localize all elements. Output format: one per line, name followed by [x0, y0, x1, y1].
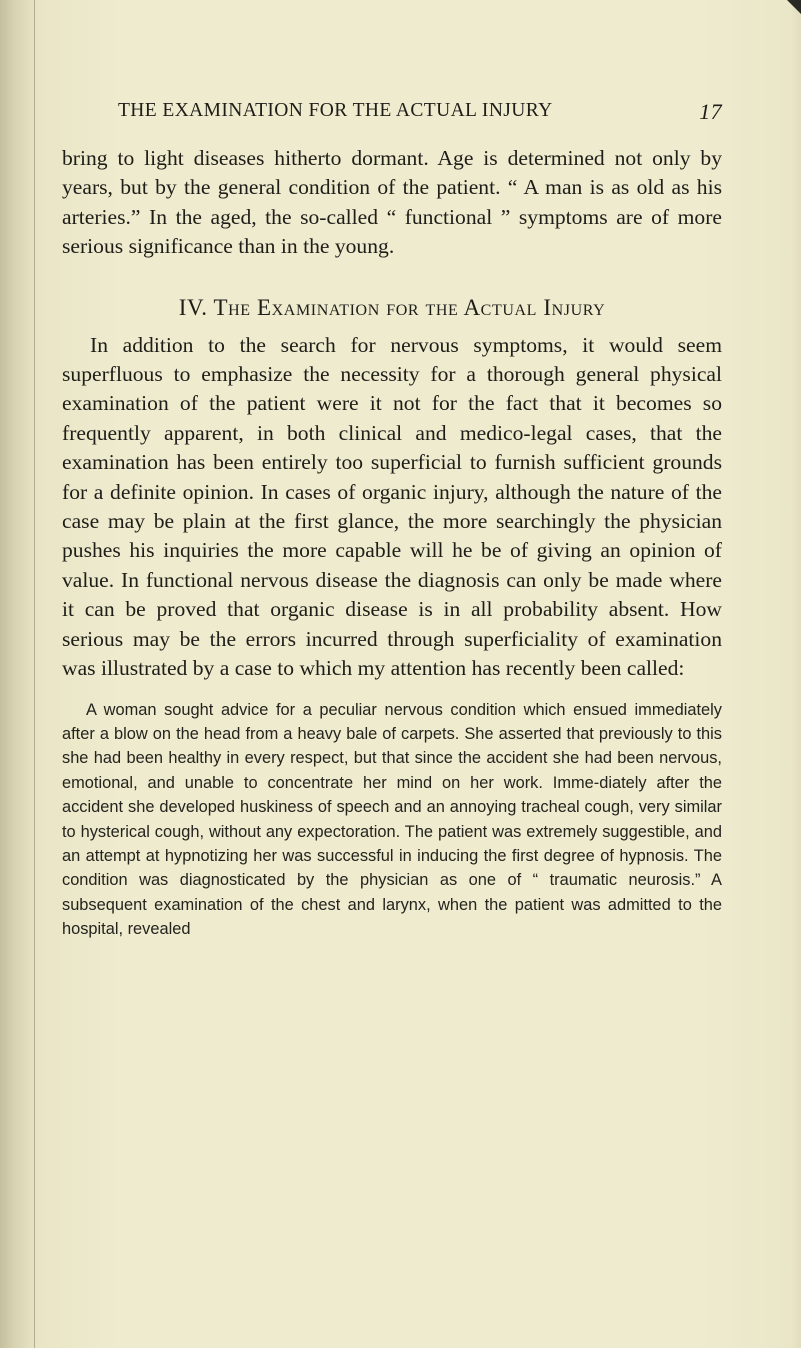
page-number: 17 [699, 99, 722, 124]
page-corner [787, 0, 801, 14]
body-text [62, 144, 722, 942]
case-report-paragraph: A woman sought advice for a peculiar nervous condition which ensued immediately after a blow on the head from a heavy bale of carpets. She asserted that previously to this she had been healthy in every respect, but that since the accident she had been nervous, emotional, and unable to concentrate her mind on her work. Imme-diately after the accident she developed huskiness of speech and an annoying tracheal cough, very similar to hysterical cough, without any expectoration. The patient was extremely suggestible, and an attempt at hypnotizing her was successful in inducing the first degree of hypnosis. The condition was diagnosticated by the physician as one of “ traumatic neurosis.” A subsequent examination of the chest and larynx, when the patient was admitted to the hospital, revealed [62, 700, 722, 939]
binding-edge [0, 0, 35, 1348]
section-heading: IV. The Examination for the Actual Injury [178, 294, 606, 320]
continued-paragraph: bring to light diseases hitherto dormant. Age is determined not only by years, but by the general condition of the patient. “ A man is as old as his arteries.” In the aged, the so-called “ functional ” symptoms are of more serious significance than in the young. [62, 146, 722, 259]
running-head [118, 100, 722, 130]
main-paragraph: In addition to the search for nervous symptoms, it would seem superfluous to emphasize the necessity for a thorough general physical examination of the patient were it not for the fact that it becomes so frequently apparent, in both clinical and medico-legal cases, that the examination has been entirely too superficial to furnish sufficient grounds for a definite opinion. In cases of organic injury, although the nature of the case may be plain at the first glance, the more searchingly the physician pushes his inquiries the more capable will he be of giving an opinion of value. In functional nervous disease the diagnosis can only be made where it can be proved that organic disease is in all probability absent. How serious may be the errors incurred through superficiality of examination was illustrated by a case to which my attention has recently been called: [62, 332, 722, 681]
running-title: THE EXAMINATION FOR THE ACTUAL INJURY [118, 100, 553, 121]
